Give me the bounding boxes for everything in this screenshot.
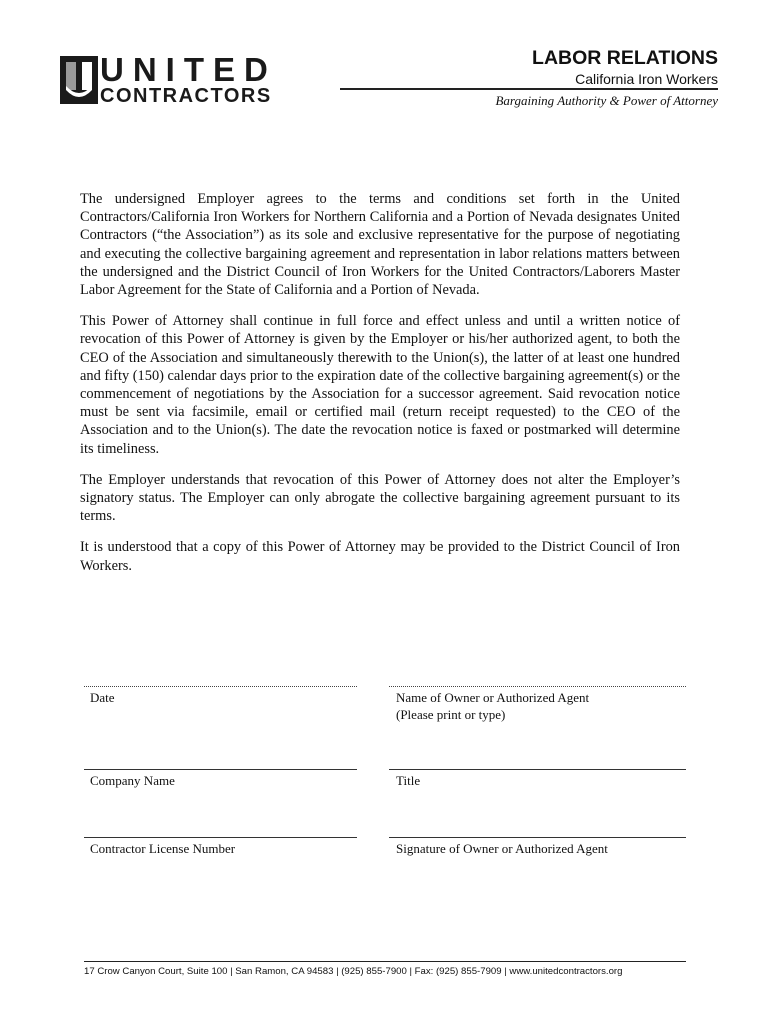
paragraph-signatory-status: The Employer understands that revocation of this Power of Attorney does not alter the Employer’s signatory status. The Employer can only abrogate the collective bargaining agreement pursuant to its terms. bbox=[80, 471, 680, 525]
date-label: Date bbox=[90, 690, 115, 705]
footer-rule bbox=[84, 961, 686, 962]
logo-word-united: UNITED bbox=[100, 51, 277, 88]
signature-label: Signature of Owner or Authorized Agent bbox=[396, 841, 608, 856]
logo-word-contractors: CONTRACTORS bbox=[100, 85, 272, 107]
header-tagline: Bargaining Authority & Power of Attorney bbox=[495, 93, 718, 108]
name-note: (Please print or type) bbox=[396, 707, 506, 722]
name-label: Name of Owner or Authorized Agent bbox=[396, 690, 590, 705]
document-body bbox=[80, 190, 680, 588]
paragraph-copy-provision: It is understood that a copy of this Power of Attorney may be provided to the District Council of Iron Workers. bbox=[80, 539, 680, 574]
name-field-line[interactable] bbox=[389, 686, 686, 687]
license-label: Contractor License Number bbox=[90, 841, 236, 856]
license-field-line[interactable] bbox=[84, 837, 357, 838]
company-field-line[interactable] bbox=[84, 769, 357, 770]
company-label: Company Name bbox=[90, 773, 175, 788]
header-title: LABOR RELATIONS bbox=[532, 47, 718, 69]
paragraph-designation: The undersigned Employer agrees to the terms and conditions set forth in the United Contractors/California Iron Workers for Northern California and a Portion of Nevada designates United Contractors (“the Association”) as its sole and exclusive representative for the purpose of negotiating and executing the collective bargaining agreement and representation in labor relations matters between the undersigned and the District Council of Iron Workers for the United Contractors/Laborers Master Labor Agreement for the State of California and a Portion of Nevada. bbox=[80, 191, 680, 299]
footer-contact: 17 Crow Canyon Court, Suite 100 | San Ramon, CA 94583 | (925) 855-7900 | Fax: (925) 855-7909 | www.unitedcontractors.org bbox=[84, 966, 623, 977]
header-rule bbox=[340, 88, 718, 90]
date-field-line[interactable] bbox=[84, 686, 357, 687]
header-subtitle: California Iron Workers bbox=[575, 71, 718, 87]
company-logo bbox=[60, 51, 322, 108]
title-label: Title bbox=[396, 773, 421, 788]
logo-mark-icon bbox=[60, 56, 100, 106]
signature-field-line[interactable] bbox=[389, 837, 686, 838]
title-field-line[interactable] bbox=[389, 769, 686, 770]
paragraph-revocation: This Power of Attorney shall continue in full force and effect unless and until a written notice of revocation of this Power of Attorney is given by the Employer or his/her authorized agent, to both the CEO of the Association and simultaneously therewith to the Union(s), the latter of at least one hundred and fifty (150) calendar days prior to the expiration date of the collective bargaining agreement(s) or the commencement of negotiations by the Association for a successor agreement. Said revocation notice must be sent via facsimile, email or certified mail (return receipt requested) to the CEO of the Association and to the Union(s). The date the revocation notice is faxed or postmarked will determine its timeliness. bbox=[80, 313, 680, 457]
